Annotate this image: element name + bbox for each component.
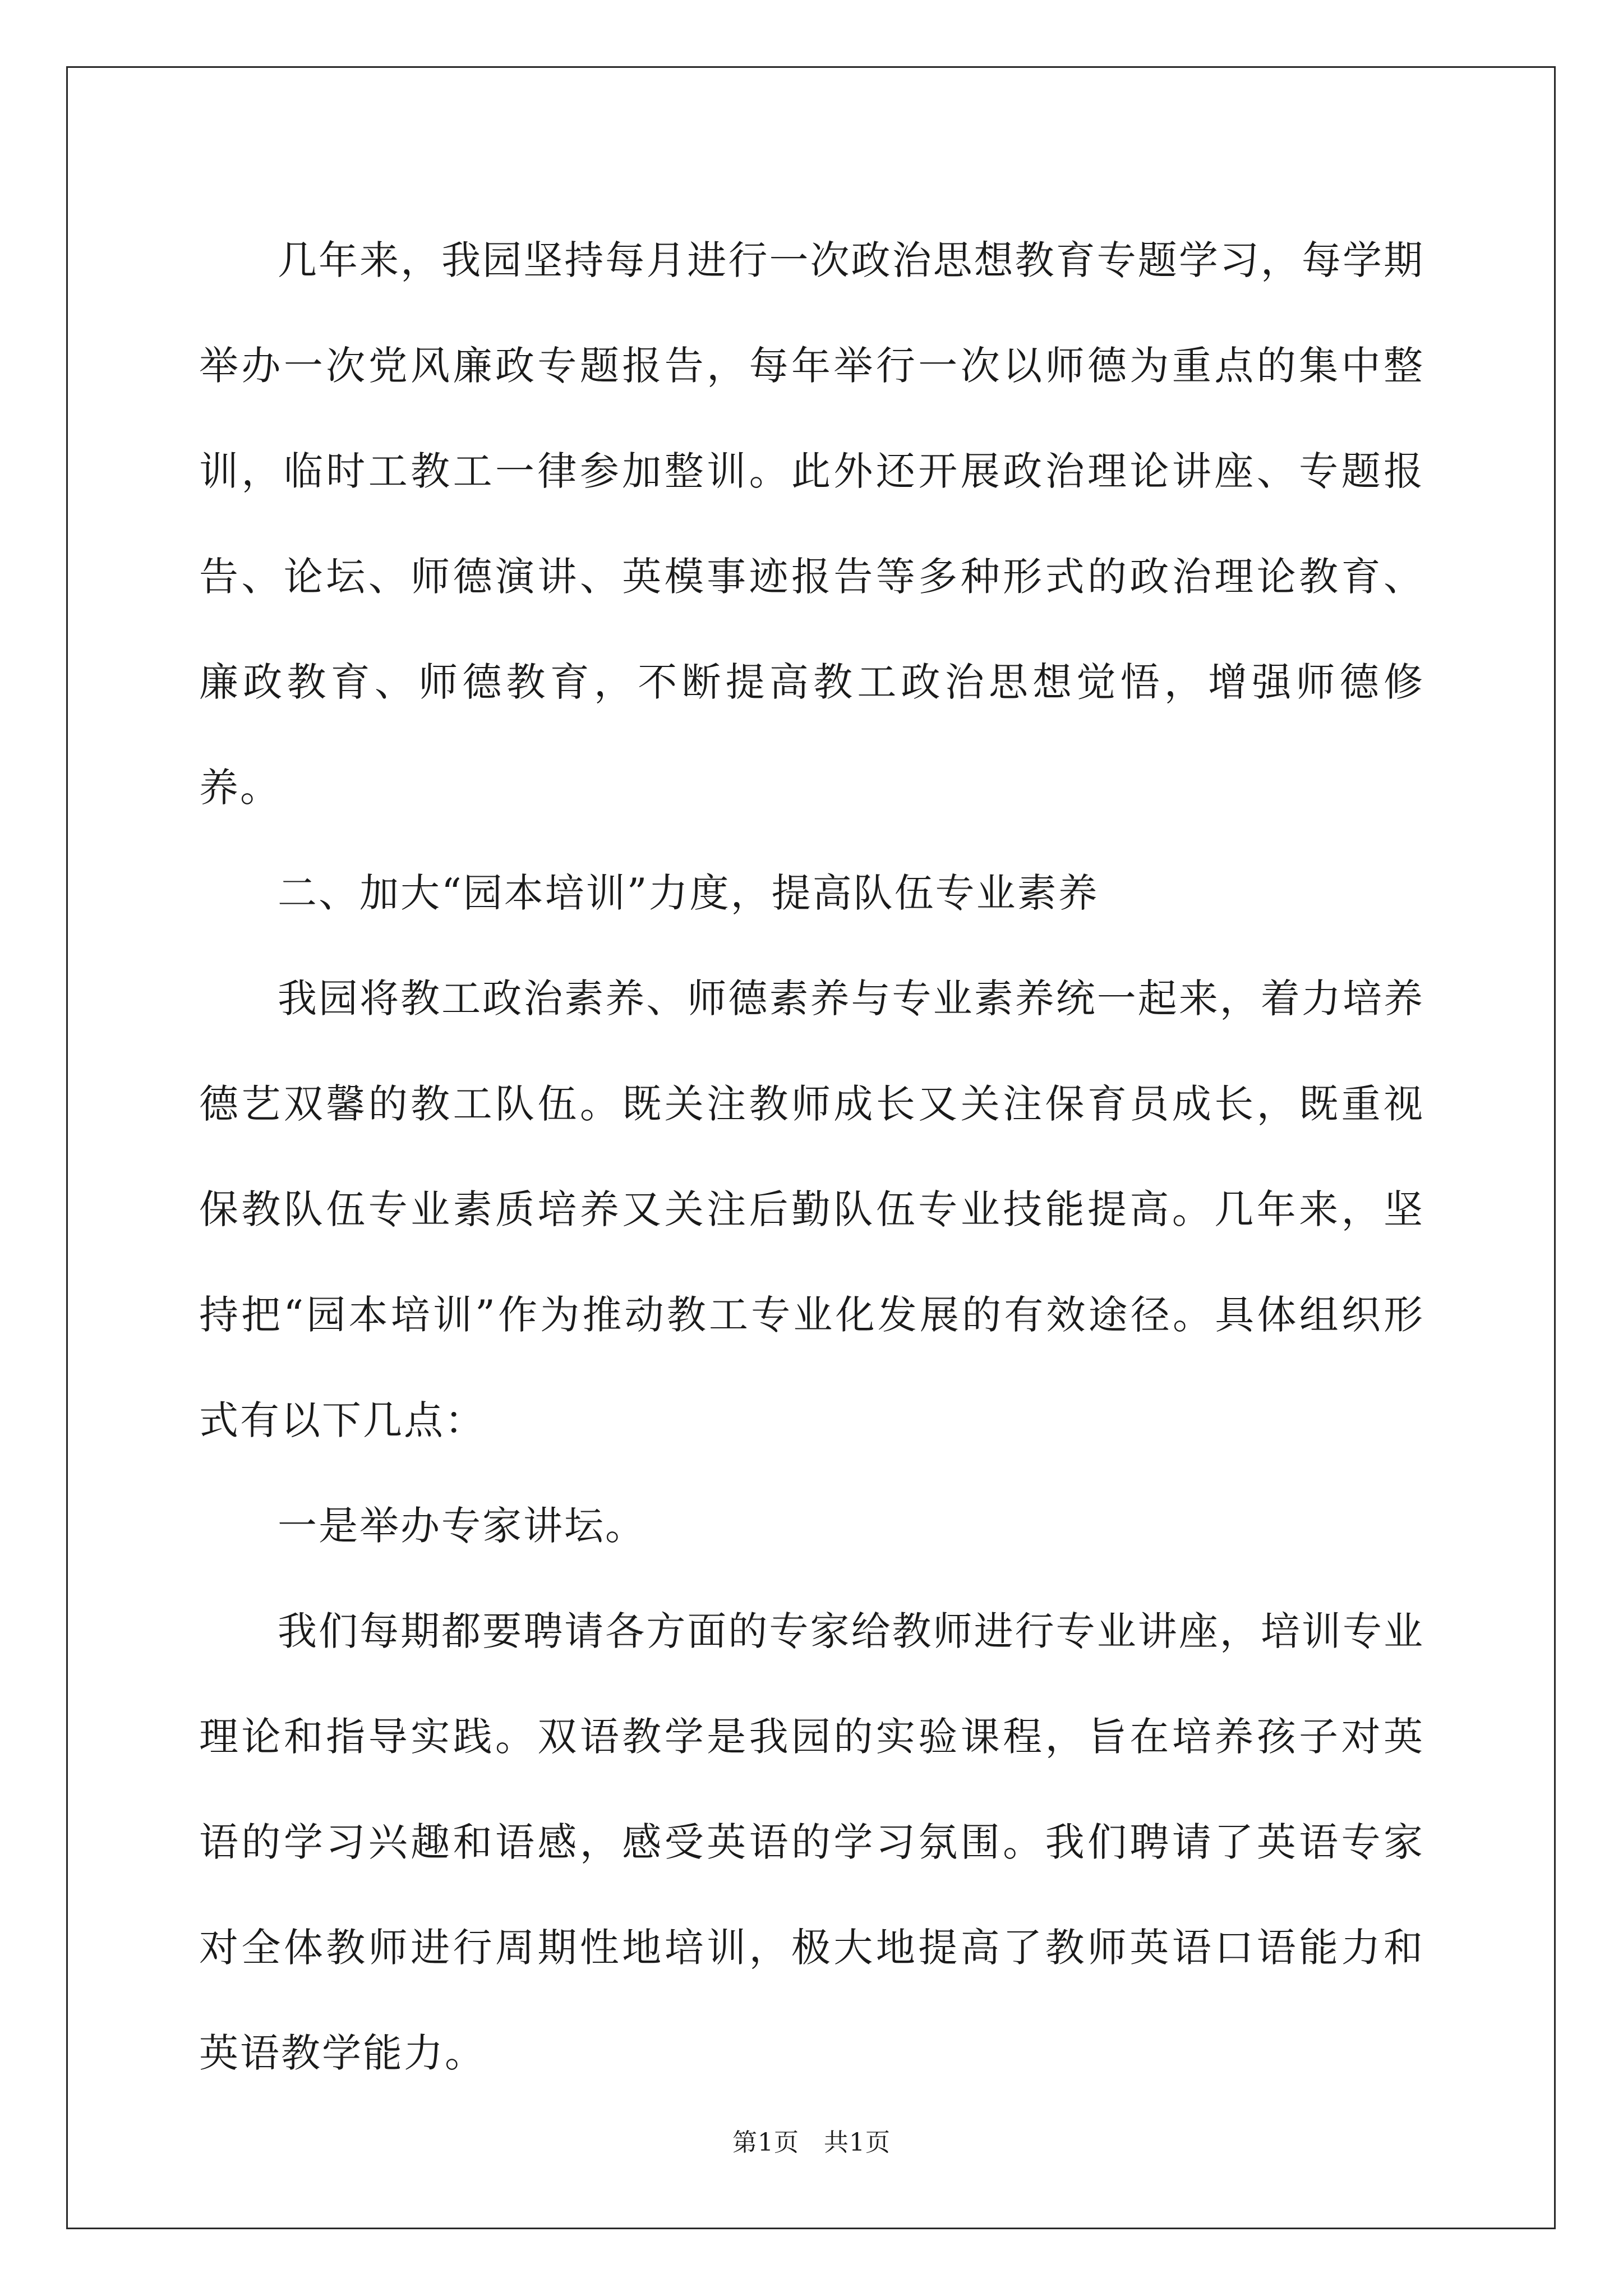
- section-heading: 二、加大“园本培训”力度，提高队伍专业素养: [278, 870, 1099, 916]
- paragraph-2: 我园将教工政治素养、师德素养与专业素养统一起来，着力培养德艺双馨的教工队伍。既关注教师成长又关注保育员成长，既重视保教队伍专业素质培养又关注后勤队伍专业技能提高。几年来，坚持把“园本培训”作为推动教工专业化发展的有效途径。具体组织形式有以下几点：: [199, 976, 1424, 1443]
- subheading: 一是举办专家讲坛。: [278, 1503, 646, 1549]
- page-footer: [0, 2122, 1623, 2158]
- paragraph-1: 几年来，我园坚持每月进行一次政治思想教育专题学习，每学期举办一次党风廉政专题报告，每年举行一次以师德为重点的集中整训，临时工教工一律参加整训。此外还开展政治理论讲座、专题报告、论坛、师德演讲、英模事迹报告等多种形式的政治理论教育、廉政教育、师德教育，不断提高教工政治思想觉悟，增强师德修养。: [199, 237, 1424, 811]
- document-body: [199, 208, 1424, 2106]
- page-number: 第1页: [732, 2128, 799, 2157]
- page-count: 共1页: [824, 2128, 891, 2157]
- paragraph-3: 我们每期都要聘请各方面的专家给教师进行专业讲座，培训专业理论和指导实践。双语教学是我园的实验课程，旨在培养孩子对英语的学习兴趣和语感，感受英语的学习氛围。我们聘请了英语专家对全体教师进行周期性地培训，极大地提高了教师英语口语能力和英语教学能力。: [199, 1608, 1424, 2076]
